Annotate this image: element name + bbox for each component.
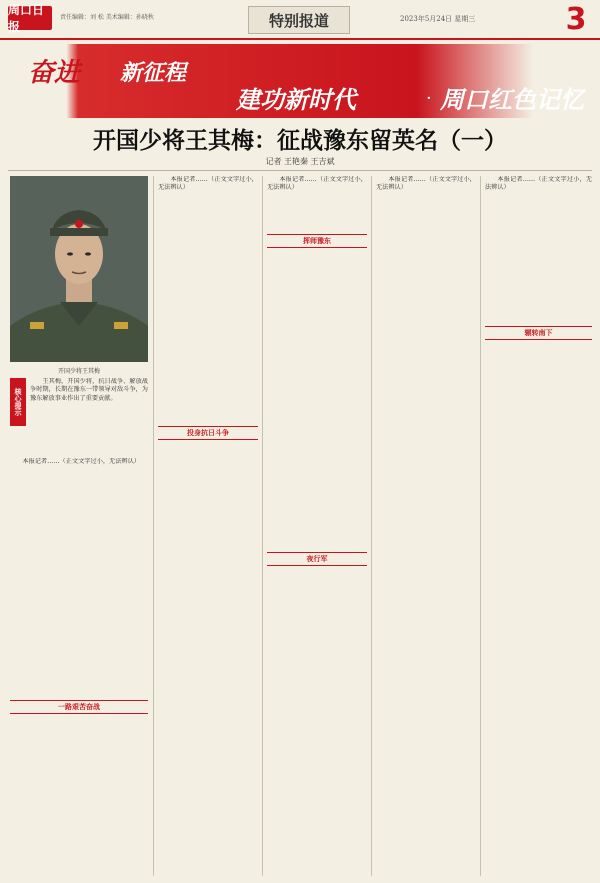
banner-part-a1: 奋进 [28, 58, 81, 88]
banner-separator: · [426, 88, 432, 109]
portrait-illustration [10, 176, 148, 362]
page-number: 3 [565, 2, 587, 37]
subhead: 投身抗日斗争 [158, 426, 258, 440]
editorial-info: 责任编辑：刘 松 美术编辑：孙晓秋 [60, 14, 154, 21]
newspaper-logo: 周口日报 [8, 6, 52, 30]
body-text: 本报记者……（正文文字过小，无法辨认） [376, 176, 476, 192]
photo-caption: 开国少将王其梅 [57, 368, 100, 375]
subhead: 夜行军 [267, 552, 367, 566]
headline: 开国少将王其梅：征战豫东留英名（一） [93, 127, 507, 154]
date-issue: 2023年5月24日 星期三 [400, 15, 476, 23]
banner-part-a2: 新征程 [120, 60, 187, 86]
intro-paragraph: 王其梅，开国少将，抗日战争、解放战争时期，长期在豫东一带领导对敌斗争，为豫东解放事业作出了重要贡献。 [30, 378, 148, 402]
banner [8, 44, 592, 118]
kicker-label: 核心提示 [10, 378, 26, 426]
banner-part-b: 建功新时代 [236, 85, 356, 114]
body-column-3 [267, 176, 367, 874]
column-rule [153, 176, 154, 876]
body-text: 本报记者……（正文文字过小，无法辨认） [485, 176, 592, 192]
section-tab: 特别报道 [248, 6, 350, 34]
column-rule [371, 176, 372, 876]
portrait-photo [10, 176, 148, 362]
body-column-5 [485, 176, 592, 874]
subhead: 一路艰苦奋战 [10, 700, 148, 714]
intro-text [30, 378, 148, 450]
body-text: 本报记者……（正文文字过小，无法辨认） [158, 176, 258, 192]
column-rule [262, 176, 263, 876]
body-column-4 [376, 176, 476, 874]
body-column-1 [10, 458, 148, 874]
banner-part-c: 周口红色记忆 [440, 85, 584, 114]
subhead: 辗转南下 [485, 326, 592, 340]
body-text: 本报记者……（正文文字过小，无法辨认） [267, 176, 367, 192]
subhead: 挥师豫东 [267, 234, 367, 248]
column-rule [480, 176, 481, 876]
divider [8, 170, 592, 171]
body-column-2 [158, 176, 258, 874]
body-text: 本报记者……（正文文字过小，无法辨认） [22, 458, 140, 465]
byline: 记者 王艳秦 王吉斌 [265, 157, 335, 166]
